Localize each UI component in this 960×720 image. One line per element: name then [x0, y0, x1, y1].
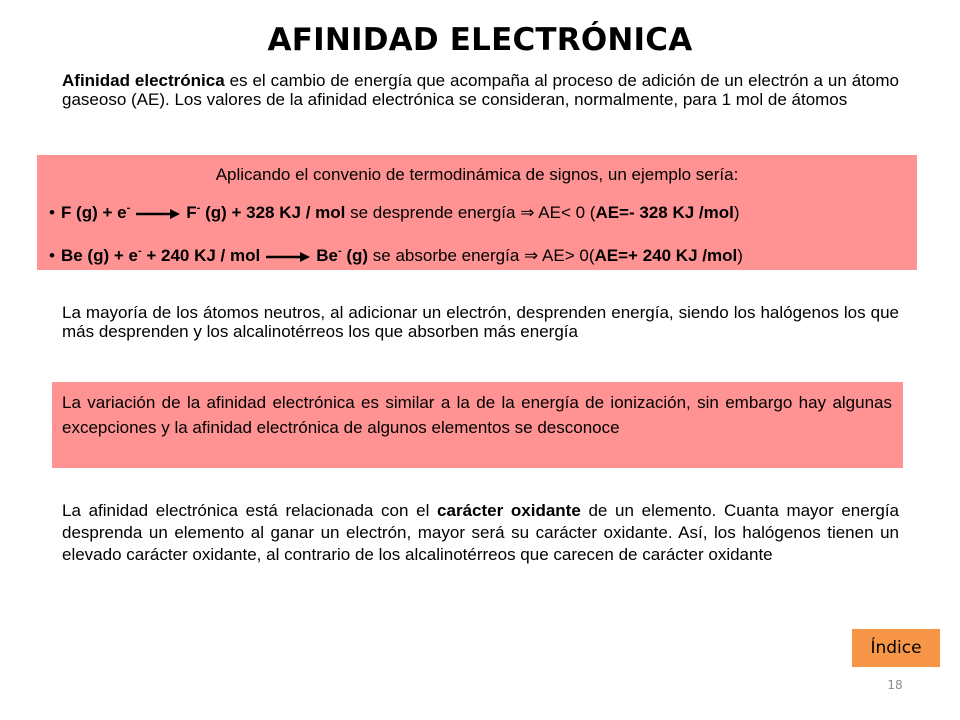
example-row-fluorine [49, 202, 915, 223]
ae-value: AE=- 328 KJ /mol [595, 203, 734, 222]
product-charge: - [337, 245, 342, 257]
reactant: Be (g) + e [60, 246, 138, 265]
intro-term: Afinidad electrónica [62, 71, 225, 90]
energy-description: se absorbe energía [368, 246, 525, 265]
oxidant-paragraph [62, 500, 899, 566]
reaction-arrow-icon [266, 250, 310, 264]
product-charge: - [196, 202, 201, 214]
zero-value: 0 ( [570, 203, 596, 222]
product-rest: (g) [341, 246, 369, 265]
reactant-rest: + 240 KJ / mol [141, 246, 261, 265]
oxidant-text-after: de un elemento. Cuanta mayor energía desprenda un elemento al ganar un electrón, mayor será su carácter oxidante. Así, los halógenos tienen un elevado carácter oxidante, al contrario de los alcalinotérreos que carecen de carácter oxidante [62, 501, 900, 564]
example-caption: Aplicando el convenio de termodinámica de signos, un ejemplo sería: [215, 165, 739, 184]
index-button[interactable]: Índice [852, 629, 940, 667]
page-title: AFINIDAD ELECTRÓNICA [267, 22, 693, 58]
reaction-arrow-icon [136, 207, 180, 221]
product: F [186, 203, 197, 222]
close-paren: ) [737, 246, 743, 265]
greater-than-symbol: > [564, 246, 575, 265]
less-than-symbol: < [560, 203, 571, 222]
bullet-icon: • [49, 246, 55, 265]
ae-label: AE [538, 246, 565, 265]
implies-icon: ⇒ [524, 246, 539, 265]
product: Be [316, 246, 338, 265]
reactant-charge: - [126, 202, 131, 214]
ae-label: AE [534, 203, 561, 222]
oxidant-term: carácter oxidante [437, 501, 581, 520]
page-number: 18 [887, 678, 903, 692]
close-paren: ) [733, 203, 740, 222]
trend-paragraph: La mayoría de los átomos neutros, al adicionar un electrón, desprenden energía, siendo los halógenos los que más desprenden y los alcalinotérreos los que absorben más energía [62, 303, 899, 341]
oxidant-text-before: La afinidad electrónica está relacionada con el [62, 501, 438, 520]
intro-text: es el cambio de energía que acompaña al proceso de adición de un electrón a un átomo gaseoso (AE). Los valores de la afinidad electrónica se consideran, normalmente, para 1 mol de átomos [62, 71, 899, 109]
reactant-charge: - [137, 245, 142, 257]
example-box [37, 155, 917, 270]
product-rest: (g) + 328 KJ / mol [200, 203, 346, 222]
energy-description: se desprende energía [345, 203, 521, 222]
reactant: F (g) + e [60, 203, 127, 222]
bullet-icon: • [49, 203, 55, 222]
highlight-text: La variación de la afinidad electrónica es similar a la de la energía de ionización, sin embargo hay algunas excepciones y la afinidad electrónica de algunos elementos se desconoce [62, 393, 892, 437]
example-row-beryllium [49, 245, 915, 266]
highlight-box [52, 382, 903, 468]
zero-value: 0( [574, 246, 595, 265]
implies-icon: ⇒ [520, 203, 535, 222]
intro-paragraph [62, 71, 899, 109]
ae-value: AE=+ 240 KJ /mol [594, 246, 738, 265]
